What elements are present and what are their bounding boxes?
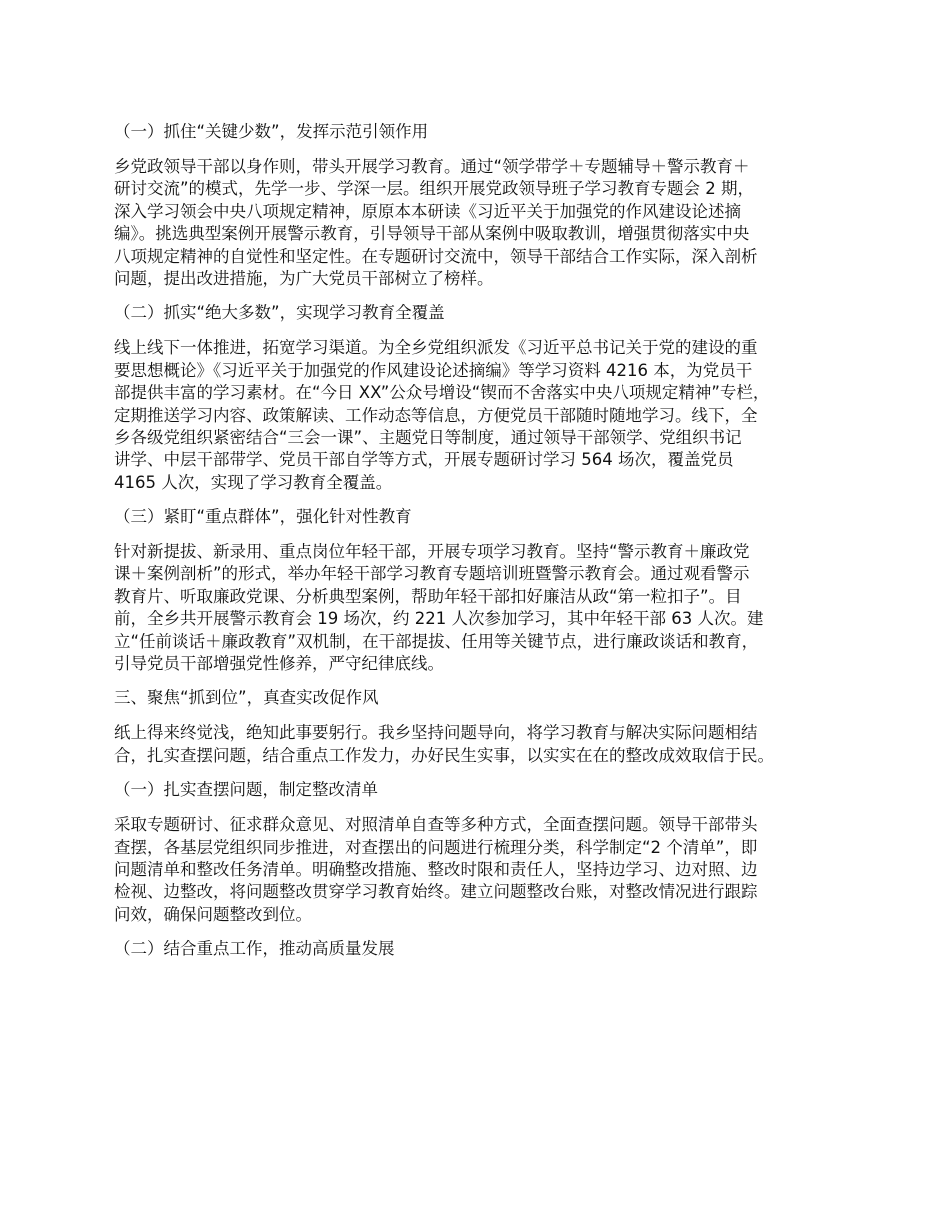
section-heading: （一）扎实查摆问题，制定整改清单 — [114, 780, 378, 800]
body-paragraph — [114, 814, 854, 926]
paragraph-line: 问题，提出改进措施，为广大党员干部树立了榜样。 — [114, 268, 494, 288]
section-heading: （二）抓实“绝大多数”，实现学习教育全覆盖 — [114, 303, 445, 323]
paragraph-line: 八项规定精神的自觉性和坚定性。在专题研讨交流中，领导干部结合工作实际，深入剖析 — [114, 246, 758, 266]
paragraph-line: 定期推送学习内容、政策解读、工作动态等信息，方便党员干部随时随地学习。线下，全 — [114, 405, 758, 425]
section-heading: （三）紧盯“重点群体”，强化针对性教育 — [114, 507, 412, 527]
section-heading: 三、聚焦“抓到位”，真查实改促作风 — [114, 688, 379, 708]
paragraph-line: 检视、边整改，将问题整改贯穿学习教育始终。建立问题整改台账，对整改情况进行跟踪 — [114, 882, 758, 902]
paragraph-line: 编》。挑选典型案例开展警示教育，引导领导干部从案例中吸取教训，增强贯彻落实中央 — [114, 224, 750, 244]
paragraph-line: 引导党员干部增强党性修养，严守纪律底线。 — [114, 654, 444, 674]
paragraph-line: 深入学习领会中央八项规定精神，原原本本研读《习近平关于加强党的作风建设论述摘 — [114, 201, 741, 221]
paragraph-line: 讲学、中层干部带学、党员干部自学等方式，开展专题研讨学习 564 场次，覆盖党员 — [114, 450, 734, 470]
section-heading: （二）结合重点工作，推动高质量发展 — [114, 939, 395, 959]
paragraph-line: 查摆，各基层党组织同步推进，对查摆出的问题进行梳理分类，科学制定“2 个清单”，即 — [114, 837, 758, 857]
paragraph-line: 合，扎实查摆问题，结合重点工作发力，办好民生实事，以实实在在的整改成效取信于民。 — [114, 745, 774, 765]
paragraph-line: 前，全乡共开展警示教育会 19 场次，约 221 人次参加学习，其中年轻干部 63 人次。建 — [114, 609, 764, 629]
paragraph-line: 课＋案例剖析”的形式，举办年轻干部学习教育专题培训班暨警示教育会。通过观看警示 — [114, 564, 750, 584]
paragraph-line: 针对新提拔、新录用、重点岗位年轻干部，开展专项学习教育。坚持“警示教育＋廉政党 — [114, 542, 750, 562]
body-paragraph — [114, 541, 854, 675]
body-paragraph — [114, 722, 854, 767]
paragraph-line: 采取专题研讨、征求群众意见、对照清单自查等多种方式，全面查摆问题。领导干部带头 — [114, 815, 758, 835]
document-page — [114, 120, 854, 973]
paragraph-line: 乡党政领导干部以身作则，带头开展学习教育。通过“领学带学＋专题辅导＋警示教育＋ — [114, 157, 750, 176]
paragraph-line: 问题清单和整改任务清单。明确整改措施、整改时限和责任人，坚持边学习、边对照、边 — [114, 859, 758, 879]
body-paragraph — [114, 156, 854, 290]
section-heading: （一）抓住“关键少数”，发挥示范引领作用 — [114, 122, 429, 141]
paragraph-line: 纸上得来终觉浅，绝知此事要躬行。我乡坚持问题导向，将学习教育与解决实际问题相结 — [114, 723, 758, 743]
paragraph-line: 研讨交流”的模式，先学一步、学深一层。组织开展党政领导班子学习教育专题会 2 期， — [114, 179, 755, 199]
paragraph-line: 问效，确保问题整改到位。 — [114, 904, 312, 924]
body-paragraph — [114, 337, 854, 494]
paragraph-line: 立“任前谈话＋廉政教育”双机制，在干部提拔、任用等关键节点，进行廉政谈话和教育， — [114, 631, 759, 651]
paragraph-line: 教育片、听取廉政党课、分析典型案例，帮助年轻干部扣好廉洁从政“第一粒扣子”。目 — [114, 586, 742, 606]
paragraph-line: 线上线下一体推进，拓宽学习渠道。为全乡党组织派发《习近平总书记关于党的建设的重 — [114, 338, 758, 358]
paragraph-line: 4165 人次，实现了学习教育全覆盖。 — [114, 472, 393, 492]
paragraph-line: 部提供丰富的学习素材。在“今日 XX”公众号增设“锲而不舍落实中央八项规定精神”专栏， — [114, 383, 770, 403]
paragraph-line: 要思想概论》《习近平关于加强党的作风建设论述摘编》等学习资料 4216 本，为党员干 — [114, 360, 753, 380]
paragraph-line: 乡各级党组织紧密结合“三会一课”、主题党日等制度，通过领导干部领学、党组织书记 — [114, 427, 742, 447]
